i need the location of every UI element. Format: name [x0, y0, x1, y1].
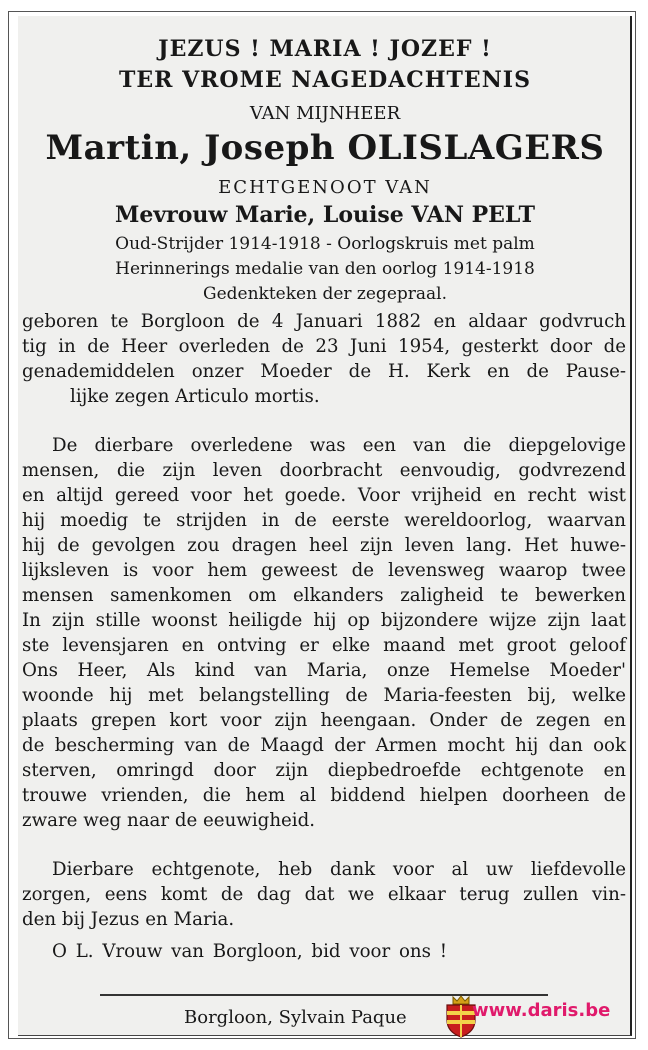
watermark-website: www.daris.be	[472, 1000, 611, 1021]
tribute-line: ste levensjaren en ontving er elke maand met groot geloof	[22, 635, 626, 656]
spouse-label: ECHTGENOOT VAN	[218, 177, 432, 198]
biography-line: lijke zegen Articulo mortis.	[70, 386, 320, 407]
tribute-line: In zijn stille woonst heiligde hij op bijzondere wijze zijn laat	[22, 610, 626, 631]
tribute-line: lijksleven is voor hem geweest de levensweg waarop twee	[22, 560, 626, 581]
honor-line: Gedenkteken der zegepraal.	[203, 284, 447, 304]
farewell-line: zorgen, eens komt de dag dat we elkaar terug zullen vin-	[22, 884, 626, 905]
tribute-line: sterven, omringd door zijn diepbedroefde echtgenote en	[22, 760, 626, 781]
tribute-line: woonde hij met belangstelling de Maria-feesten bij, welke	[22, 685, 626, 706]
prayer-line: O L. Vrouw van Borgloon, bid voor ons !	[52, 941, 448, 962]
divider-rule	[100, 994, 548, 996]
header-invocation: JEZUS ! MARIA ! JOZEF !	[158, 36, 492, 62]
deceased-name: Martin, Joseph OLISLAGERS	[45, 128, 605, 168]
tribute-line: en altijd gereed voor het goede. Voor vrijheid en recht wist	[22, 485, 626, 506]
tribute-line: Ons Heer, Als kind van Maria, onze Hemelse Moeder'	[22, 660, 626, 681]
farewell-line: Dierbare echtgenote, heb dank voor al uw liefdevolle	[52, 859, 626, 880]
tribute-line: De dierbare overledene was een van die diepgelovige	[52, 435, 626, 456]
tribute-line: zware weg naar de eeuwigheid.	[22, 810, 316, 831]
memorial-card	[18, 16, 632, 1036]
tribute-line: plaats grepen kort voor zijn heengaan. Onder de zegen en	[22, 710, 626, 731]
tribute-line: trouwe vrienden, die hem al biddend hielpen doorheen de	[22, 785, 626, 806]
header-dedication: TER VROME NAGEDACHTENIS	[119, 67, 531, 93]
printer-credit: Borgloon, Sylvain Paque	[184, 1007, 407, 1028]
tribute-line: de bescherming van de Maagd der Armen mocht hij dan ook	[22, 735, 626, 756]
honor-line: Herinnerings medalie van den oorlog 1914-1918	[115, 259, 535, 279]
biography-line: tig in de Heer overleden de 23 Juni 1954, gesterkt door de	[22, 336, 626, 357]
tribute-line: mensen samenkomen om elkanders zaligheid te bewerken	[22, 585, 626, 606]
honor-line: Oud-Strijder 1914-1918 - Oorlogskruis met palm	[115, 234, 535, 254]
tribute-line: mensen, die zijn leven doorbracht eenvoudig, godvrezend	[22, 460, 626, 481]
biography-line: genademiddelen onzer Moeder de H. Kerk en de Pause-	[22, 361, 626, 382]
tribute-line: hij de gevolgen zou dragen heel zijn leven lang. Het huwe-	[22, 535, 626, 556]
header-salutation: VAN MIJNHEER	[249, 103, 401, 124]
farewell-line: den bij Jezus en Maria.	[22, 909, 235, 930]
biography-line: geboren te Borgloon de 4 Januari 1882 en aldaar godvruch	[22, 311, 626, 332]
tribute-line: hij moedig te strijden in de eerste wereldoorlog, waarvan	[22, 510, 626, 531]
spouse-name: Mevrouw Marie, Louise VAN PELT	[115, 202, 535, 228]
